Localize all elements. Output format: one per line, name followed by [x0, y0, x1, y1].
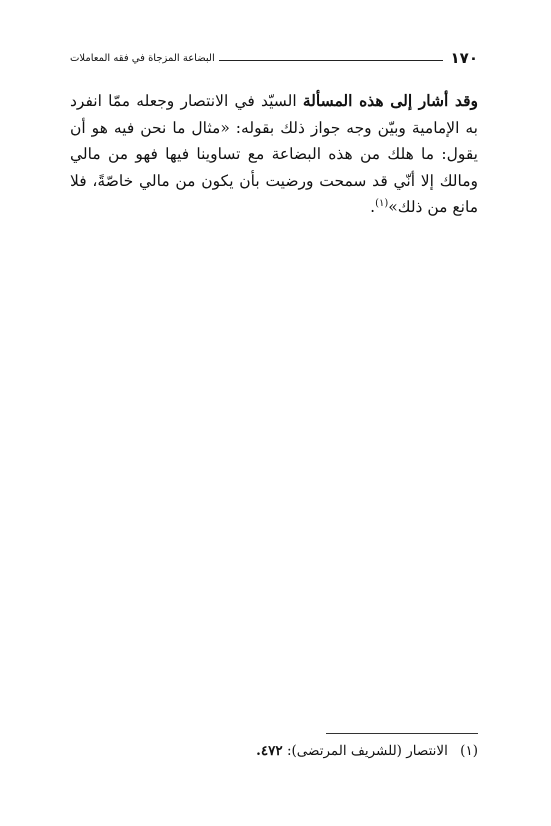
footnote-number: (١) — [460, 743, 478, 759]
footnote — [70, 741, 478, 761]
footnote-source: الانتصار (للشريف المرتضى): — [286, 743, 448, 759]
paragraph-end: . — [370, 198, 376, 216]
footnote-separator — [326, 733, 478, 734]
running-title: البضاعة المزجاة في فقه المعاملات — [70, 52, 215, 64]
paragraph-text: السيّد في الانتصار وجعله ممّا انفرد به الإمامية وبيّن وجه جواز ذلك بقوله: «مثال ما نحن فيه هو أن يقول: ما هلك من هذه البضاعة مع تساوينا فيها فهو من مالي ومالك إلا أنّي قد سمحت ورضيت بأن يكون من مالي خاصّةً، فلا مانع من ذلك» — [70, 92, 478, 216]
page-number: ١٧٠ — [450, 49, 478, 67]
body-paragraph — [70, 88, 478, 221]
page-header — [70, 46, 478, 70]
footnote-reference[interactable]: (١) — [375, 197, 389, 209]
footnote-page: ٤٧٢. — [256, 743, 283, 759]
header-rule — [219, 60, 443, 61]
paragraph-lead: وقد أشار إلى هذه المسألة — [302, 91, 479, 110]
